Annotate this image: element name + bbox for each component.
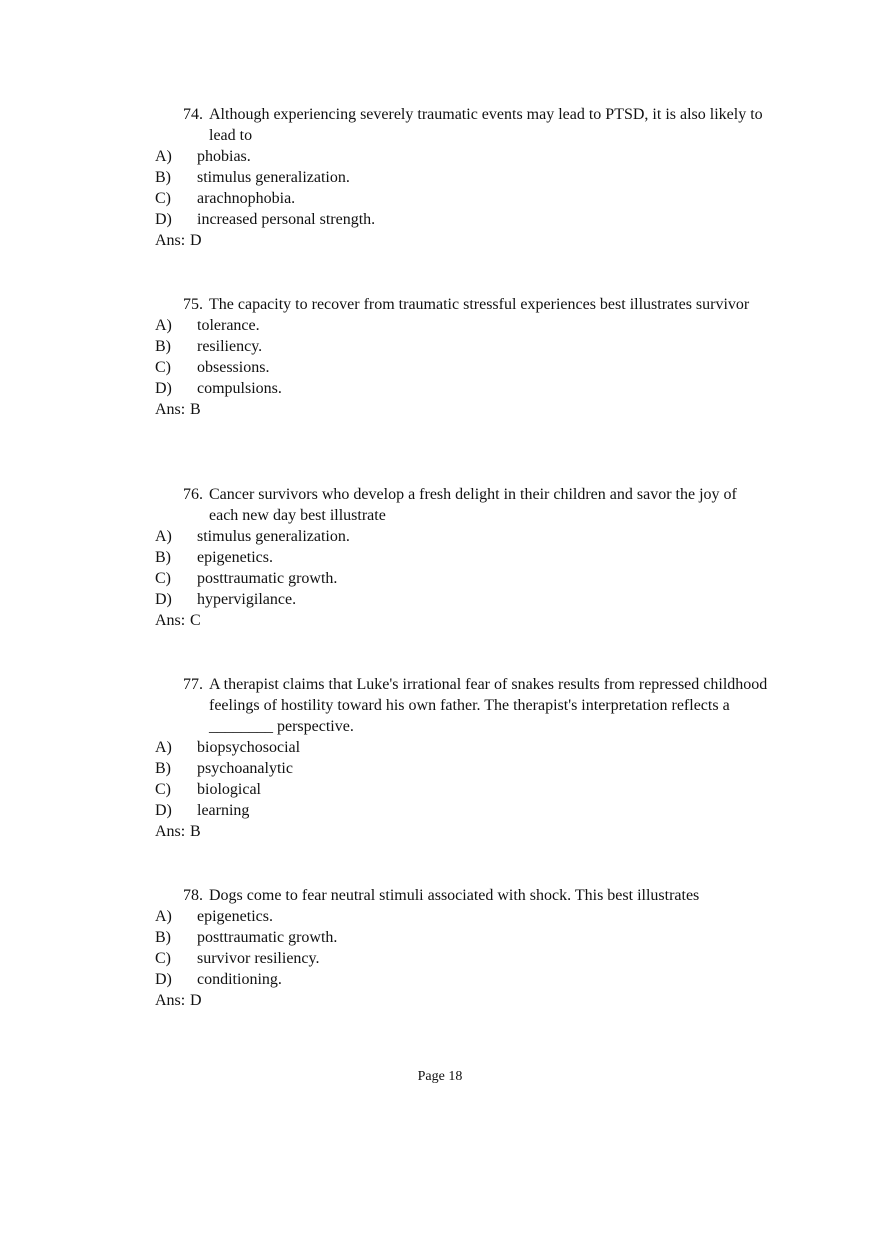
option-letter: D): [155, 971, 172, 988]
question-number: 77.: [183, 676, 203, 693]
option-letter: A): [155, 528, 172, 545]
option-letter: A): [155, 739, 172, 756]
option-b: [155, 758, 795, 779]
question-text: The capacity to recover from traumatic stressful experiences best illustrates survivor: [209, 296, 750, 313]
option-text: psychoanalytic: [197, 760, 293, 777]
option-text: learning: [197, 802, 250, 819]
option-c: [155, 188, 795, 209]
option-text: stimulus generalization.: [197, 528, 350, 545]
question-stem: [155, 674, 795, 737]
question-stem: [155, 294, 795, 315]
answer-line: [155, 399, 795, 420]
option-text: hypervigilance.: [197, 591, 297, 608]
options-list: [155, 737, 795, 821]
question-text: Cancer survivors who develop a fresh delight in their children and savor the joy of each new day best illustrate: [209, 486, 737, 524]
option-b: [155, 167, 795, 188]
answer-label: Ans:: [155, 823, 186, 840]
option-text: arachnophobia.: [197, 190, 296, 207]
answer-line: [155, 230, 795, 251]
option-c: [155, 568, 795, 589]
question-text: A therapist claims that Luke's irrational fear of snakes results from repressed childhood feelings of hostility toward his own father. The therapist's interpretation reflects a ________ perspective.: [209, 676, 768, 735]
option-letter: D): [155, 802, 172, 819]
option-text: biopsychosocial: [197, 739, 301, 756]
option-letter: B): [155, 549, 171, 566]
option-letter: C): [155, 359, 171, 376]
answer-value: D: [190, 992, 202, 1009]
option-c: [155, 779, 795, 800]
answer-line: [155, 990, 795, 1011]
option-letter: B): [155, 338, 171, 355]
option-text: survivor resiliency.: [197, 950, 320, 967]
options-list: [155, 906, 795, 990]
question-stem: [155, 885, 795, 906]
answer-value: B: [190, 401, 201, 418]
option-letter: D): [155, 380, 172, 397]
question-77: [155, 674, 795, 842]
option-d: [155, 800, 795, 821]
option-text: epigenetics.: [197, 549, 273, 566]
answer-value: C: [190, 612, 201, 629]
question-text: Although experiencing severely traumatic events may lead to PTSD, it is also likely to lead to: [209, 106, 763, 144]
option-letter: A): [155, 908, 172, 925]
option-letter: B): [155, 169, 171, 186]
question-text: Dogs come to fear neutral stimuli associated with shock. This best illustrates: [209, 887, 700, 904]
answer-line: [155, 821, 795, 842]
answer-value: D: [190, 232, 202, 249]
option-letter: B): [155, 760, 171, 777]
question-number: 76.: [183, 486, 203, 503]
option-d: [155, 969, 795, 990]
option-letter: D): [155, 211, 172, 228]
options-list: [155, 146, 795, 230]
option-letter: C): [155, 190, 171, 207]
option-text: resiliency.: [197, 338, 263, 355]
option-letter: C): [155, 950, 171, 967]
option-a: [155, 906, 795, 927]
option-text: posttraumatic growth.: [197, 570, 338, 587]
option-a: [155, 526, 795, 547]
options-list: [155, 315, 795, 399]
question-74: [155, 104, 795, 251]
option-text: tolerance.: [197, 317, 260, 334]
page-number: Page 18: [417, 1069, 463, 1084]
option-text: epigenetics.: [197, 908, 273, 925]
question-number: 78.: [183, 887, 203, 904]
option-a: [155, 737, 795, 758]
question-75: [155, 294, 795, 420]
option-text: conditioning.: [197, 971, 282, 988]
option-b: [155, 547, 795, 568]
option-c: [155, 357, 795, 378]
answer-label: Ans:: [155, 232, 186, 249]
question-stem: [155, 484, 795, 526]
option-d: [155, 589, 795, 610]
option-text: phobias.: [197, 148, 251, 165]
option-text: obsessions.: [197, 359, 270, 376]
option-letter: A): [155, 317, 172, 334]
question-number: 74.: [183, 106, 203, 123]
question-number: 75.: [183, 296, 203, 313]
question-76: [155, 484, 795, 631]
answer-label: Ans:: [155, 612, 186, 629]
answer-label: Ans:: [155, 401, 186, 418]
option-a: [155, 315, 795, 336]
option-a: [155, 146, 795, 167]
option-letter: D): [155, 591, 172, 608]
option-b: [155, 927, 795, 948]
option-text: increased personal strength.: [197, 211, 376, 228]
option-letter: C): [155, 570, 171, 587]
option-text: stimulus generalization.: [197, 169, 350, 186]
question-78: [155, 885, 795, 1011]
answer-value: B: [190, 823, 201, 840]
option-letter: A): [155, 148, 172, 165]
answer-label: Ans:: [155, 992, 186, 1009]
option-d: [155, 209, 795, 230]
option-text: compulsions.: [197, 380, 282, 397]
option-letter: C): [155, 781, 171, 798]
option-letter: B): [155, 929, 171, 946]
question-stem: [155, 104, 795, 146]
option-text: posttraumatic growth.: [197, 929, 338, 946]
page-footer: [0, 1069, 880, 1085]
option-c: [155, 948, 795, 969]
options-list: [155, 526, 795, 610]
option-text: biological: [197, 781, 261, 798]
option-b: [155, 336, 795, 357]
option-d: [155, 378, 795, 399]
answer-line: [155, 610, 795, 631]
